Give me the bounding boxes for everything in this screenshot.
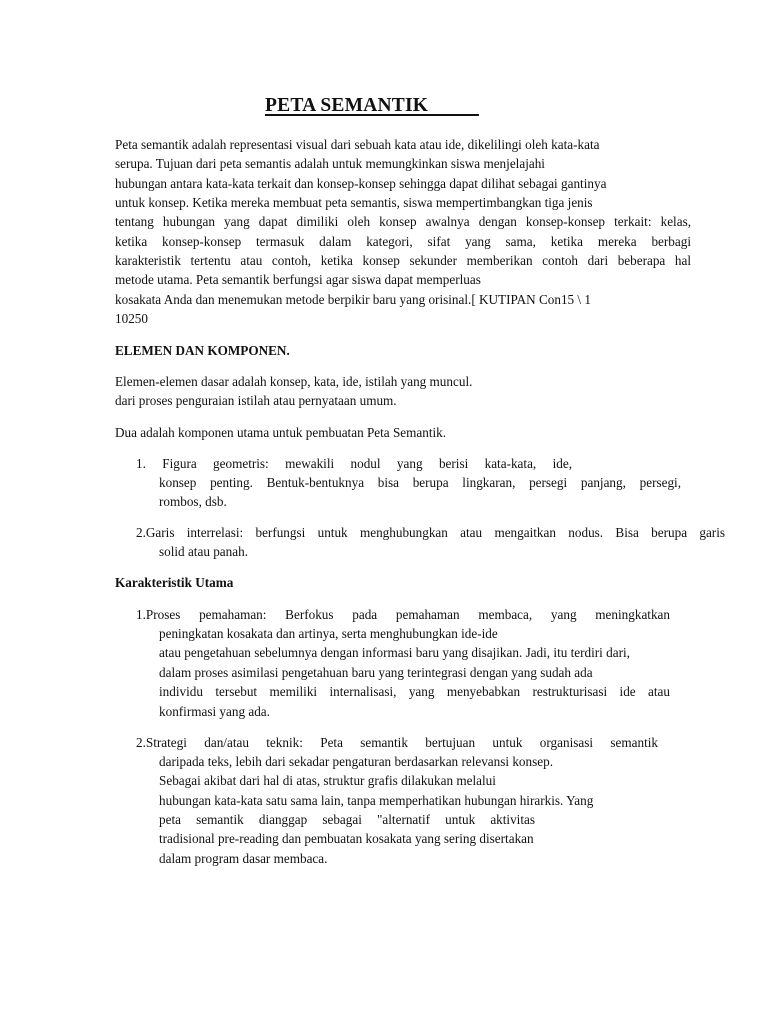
section-heading-karakteristik: Karakteristik Utama bbox=[115, 575, 234, 590]
list-item-line: daripada teks, lebih dari sekadar pengaturan berdasarkan relevansi konsep. bbox=[159, 754, 553, 769]
list-item-line: hubungan kata-kata satu sama lain, tanpa memperhatikan hubungan hirarkis. Yang bbox=[159, 793, 594, 808]
list-item-line: solid atau panah. bbox=[159, 544, 248, 559]
list-item-line: peningkatan kosakata dan artinya, serta menghubungkan ide-ide bbox=[159, 626, 498, 641]
list-item-line: atau pengetahuan sebelumnya dengan informasi baru yang disajikan. Jadi, itu terdiri dari, bbox=[159, 645, 630, 660]
list-item-line: dalam proses asimilasi pengetahuan baru yang terintegrasi dengan yang sudah ada bbox=[159, 665, 593, 680]
list-item-line: konsep penting. Bentuk-bentuknya bisa berupa lingkaran, persegi panjang, persegi, bbox=[159, 475, 681, 490]
intro-line: serupa. Tujuan dari peta semantis adalah untuk memungkinkan siswa menjelajahi bbox=[115, 156, 545, 171]
intro-line: 10250 bbox=[115, 311, 148, 326]
document-title: PETA SEMANTIK bbox=[265, 95, 479, 116]
paragraph-line: Elemen-elemen dasar adalah konsep, kata, ide, istilah yang muncul. bbox=[115, 374, 473, 389]
list-item-line: 1. Figura geometris: mewakili nodul yang berisi kata-kata, ide, bbox=[136, 456, 572, 471]
list-item-line: dalam program dasar membaca. bbox=[159, 851, 328, 866]
list-item-line: tradisional pre-reading dan pembuatan kosakata yang sering disertakan bbox=[159, 831, 534, 846]
list-item-line: 1.Proses pemahaman: Berfokus pada pemahaman membaca, yang meningkatkan bbox=[136, 607, 670, 622]
intro-line: ketika konsep-konsep termasuk dalam kategori, sifat yang sama, ketika mereka berbagi bbox=[115, 234, 691, 249]
intro-line: hubungan antara kata-kata terkait dan konsep-konsep sehingga dapat dilihat sebagai gantinya bbox=[115, 176, 607, 191]
list-item-line: peta semantik dianggap sebagai "alternatif untuk aktivitas bbox=[159, 812, 535, 827]
list-item-line: konfirmasi yang ada. bbox=[159, 704, 270, 719]
list-item-line: 2.Strategi dan/atau teknik: Peta semantik bertujuan untuk organisasi semantik bbox=[136, 735, 658, 750]
intro-line: karakteristik tertentu atau contoh, ketika konsep sekunder memberikan contoh dari beberapa hal bbox=[115, 253, 691, 268]
komponen-intro: Dua adalah komponen utama untuk pembuatan Peta Semantik. bbox=[115, 425, 447, 440]
list-item-line: rombos, dsb. bbox=[159, 494, 227, 509]
intro-line: kosakata Anda dan menemukan metode berpikir baru yang orisinal.[ KUTIPAN Con15 \ 1 bbox=[115, 292, 591, 307]
intro-line: tentang hubungan yang dapat dimiliki oleh konsep awalnya dengan konsep-konsep terkait: kelas, bbox=[115, 214, 691, 229]
section-heading-elemen: ELEMEN DAN KOMPONEN. bbox=[115, 343, 290, 358]
list-item-line: 2.Garis interrelasi: berfungsi untuk menghubungkan atau mengaitkan nodus. Bisa berupa garis bbox=[136, 525, 725, 540]
list-item-line: Sebagai akibat dari hal di atas, struktur grafis dilakukan melalui bbox=[159, 773, 496, 788]
intro-line: metode utama. Peta semantik berfungsi agar siswa dapat memperluas bbox=[115, 272, 481, 287]
intro-line: untuk konsep. Ketika mereka membuat peta semantis, siswa mempertimbangkan tiga jenis bbox=[115, 195, 593, 210]
list-item-line: individu tersebut memiliki internalisasi, yang menyebabkan restrukturisasi ide atau bbox=[159, 684, 670, 699]
intro-line: Peta semantik adalah representasi visual dari sebuah kata atau ide, dikelilingi oleh kata-kata bbox=[115, 137, 600, 152]
paragraph-line: dari proses penguraian istilah atau pernyataan umum. bbox=[115, 393, 397, 408]
